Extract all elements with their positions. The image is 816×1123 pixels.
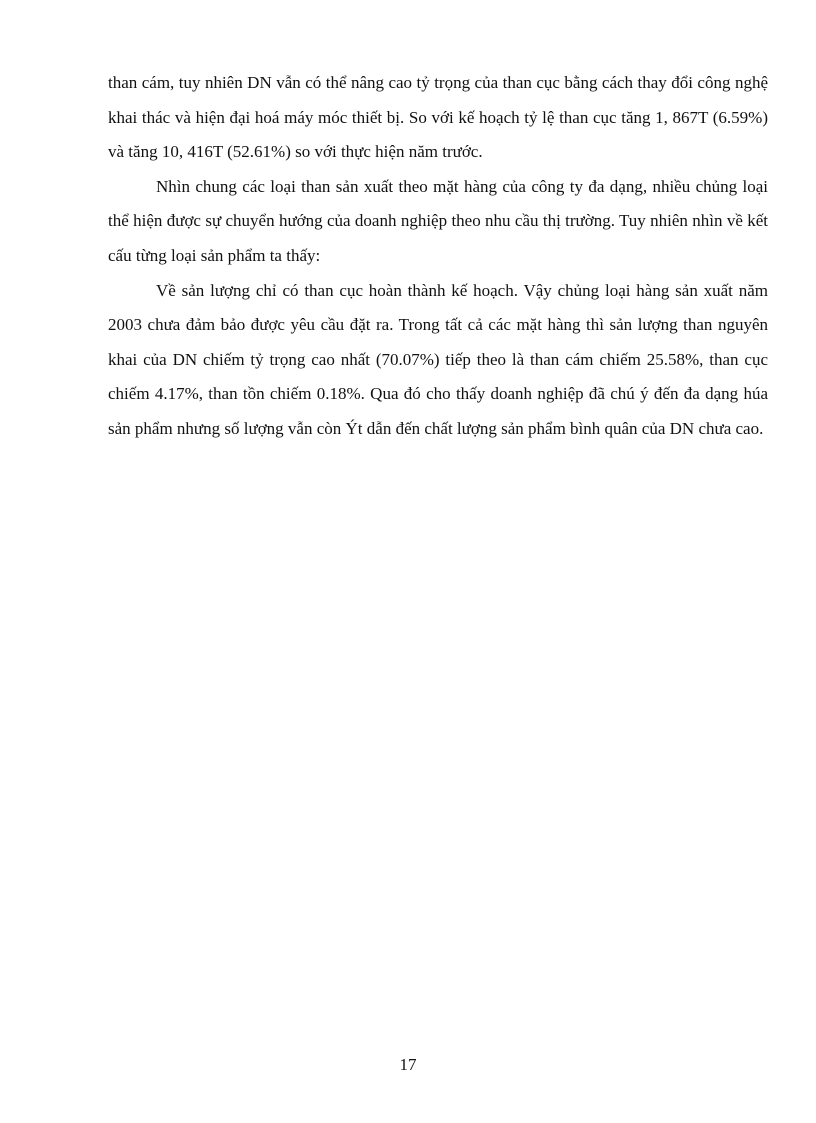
paragraph-3: Về sản lượng chỉ có than cục hoàn thành kế hoạch. Vậy chủng loại hàng sản xuất năm 2003 chưa đảm bảo được yêu cầu đặt ra. Trong tất cả các mặt hàng thì sản lượng than nguyên khai của DN chiếm tỷ trọng cao nhất (70.07%) tiếp theo là than cám chiếm 25.58%, than cục chiếm 4.17%, than tồn chiếm 0.18%. Qua đó cho thấy doanh nghiệp đã chú ý đến đa dạng húa sản phẩm nhưng số lượng vẫn còn Ýt dẫn đến chất lượng sản phẩm bình quân của DN chưa cao.: [108, 280, 768, 438]
paragraph-2: Nhìn chung các loại than sản xuất theo mặt hàng của công ty đa dạng, nhiều chủng loại thể hiện được sự chuyển hướng của doanh nghiệp theo nhu cầu thị trường. Tuy nhiên nhìn về kết cấu từng loại sản phẩm ta thấy:: [108, 176, 768, 265]
page-number: 17: [399, 1055, 417, 1074]
body-text: [108, 66, 768, 447]
paragraph-1: than cám, tuy nhiên DN vẫn có thể nâng cao tỷ trọng của than cục bằng cách thay đổi công nghệ khai thác và hiện đại hoá máy móc thiết bị. So với kế hoạch tỷ lệ than cục tăng 1, 867T (6.59%) và tăng 10, 416T (52.61%) so với thực hiện năm trước.: [108, 73, 768, 162]
